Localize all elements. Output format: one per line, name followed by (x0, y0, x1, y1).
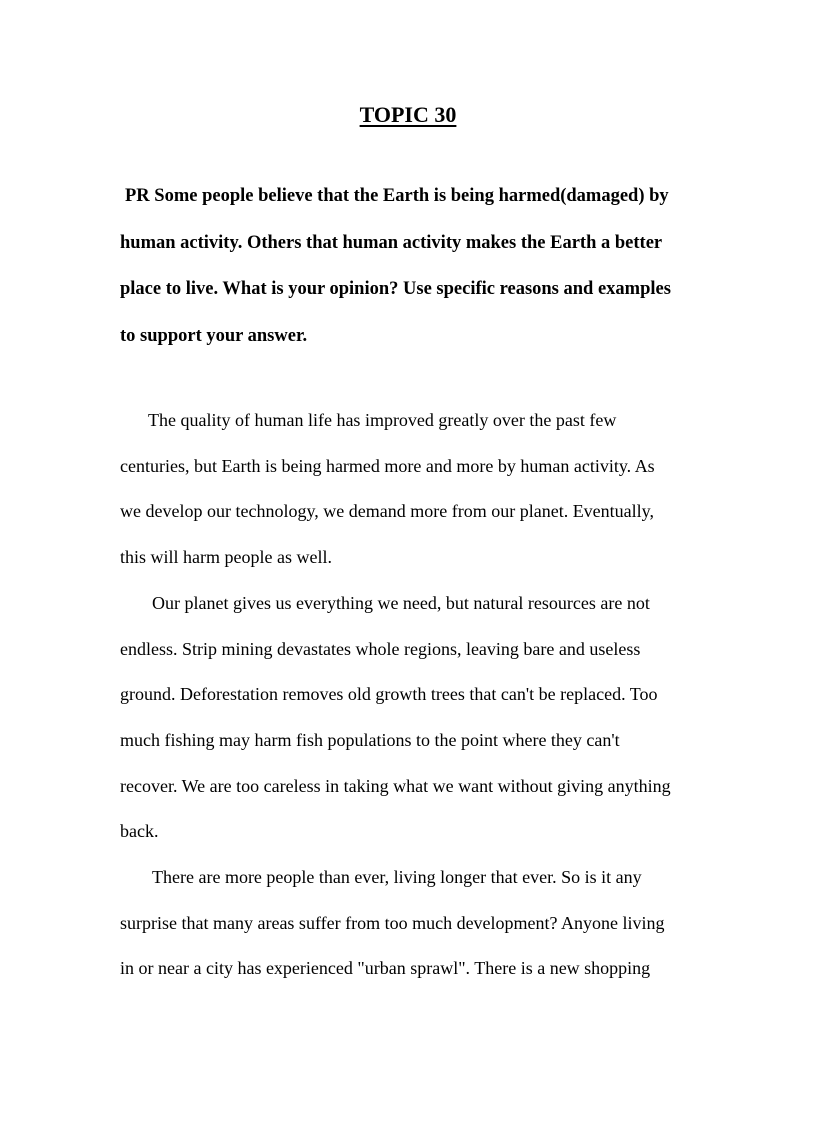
prompt-line: place to live. What is your opinion? Use specific reasons and examples (120, 279, 671, 299)
page-title-text: TOPIC 30 (359, 102, 457, 127)
essay-line: we develop our technology, we demand more from our planet. Eventually, (120, 501, 654, 522)
essay-line: back. (120, 821, 159, 842)
essay-line: There are more people than ever, living longer that ever. So is it any (152, 867, 642, 888)
essay-line: in or near a city has experienced "urban sprawl". There is a new shopping (120, 958, 651, 979)
essay-line: centuries, but Earth is being harmed more and more by human activity. As (120, 455, 655, 476)
prompt-line: PR Some people believe that the Earth is being harmed(damaged) by (125, 186, 669, 206)
essay-line: Our planet gives us everything we need, but natural resources are not (152, 592, 650, 613)
essay-line: The quality of human life has improved greatly over the past few (148, 410, 617, 430)
essay-line: endless. Strip mining devastates whole regions, leaving bare and useless (120, 638, 641, 659)
essay-line: this will harm people as well. (120, 547, 332, 568)
essay-prompt (120, 173, 700, 359)
essay-line: ground. Deforestation removes old growth trees that can't be replaced. Too (120, 684, 658, 705)
prompt-line: to support your answer. (120, 325, 308, 346)
essay-line: much fishing may harm fish populations to the point where they can't (120, 729, 620, 750)
essay-line: surprise that many areas suffer from too much development? Anyone living (120, 912, 665, 933)
prompt-line: human activity. Others that human activity makes the Earth a better (120, 232, 663, 253)
essay-body (120, 398, 720, 992)
page-title (0, 102, 816, 128)
essay-line: recover. We are too careless in taking what we want without giving anything (120, 775, 671, 796)
